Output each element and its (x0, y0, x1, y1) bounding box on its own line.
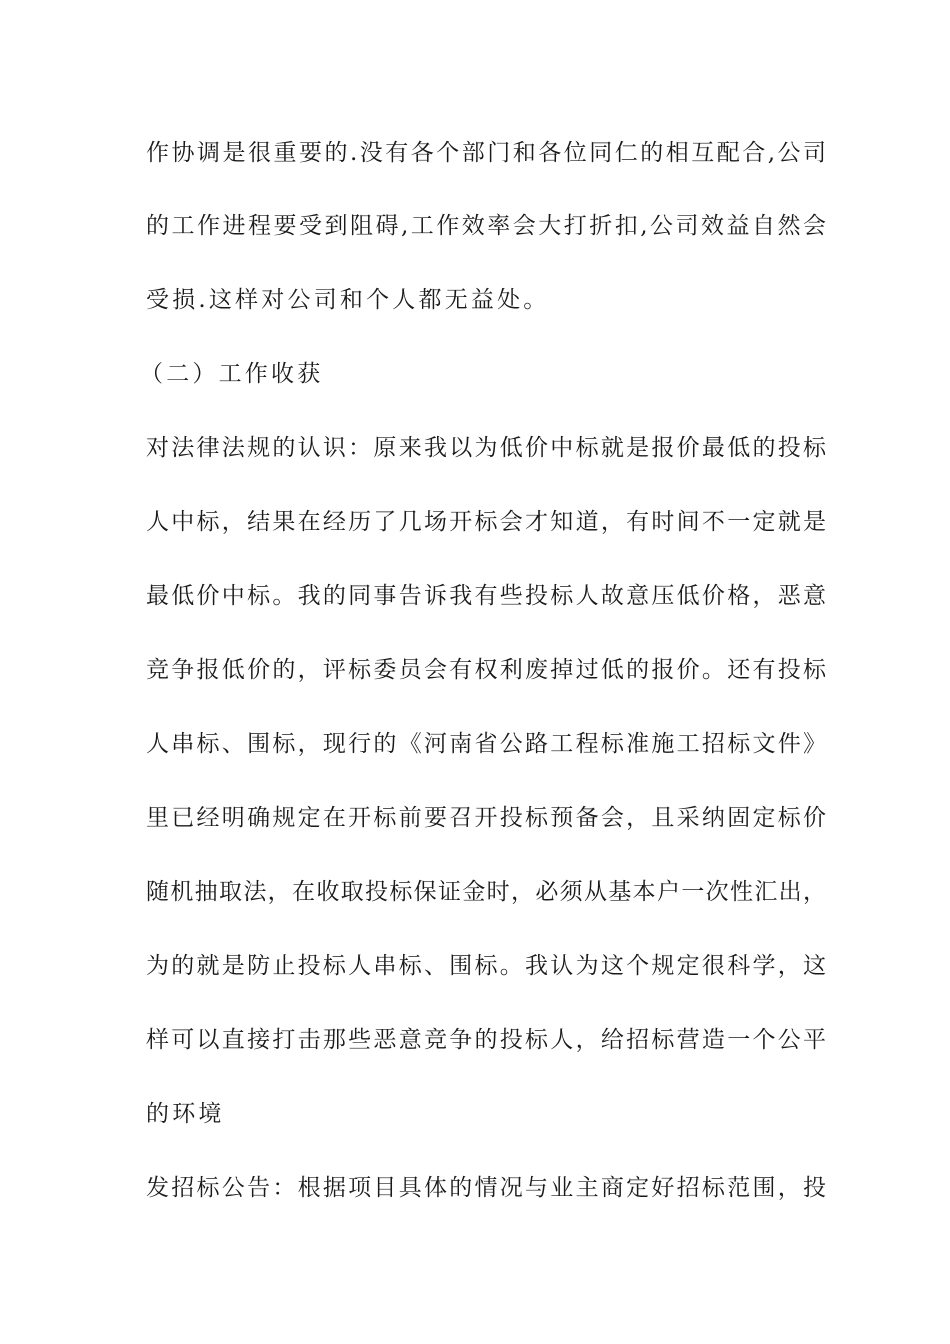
body-text-line-3: 受损.这样对公司和个人都无益处。 (146, 287, 550, 313)
body-text-line-1: 作协调是很重要的.没有各个部门和各位同仁的相互配合,公司 (146, 140, 826, 166)
body-text-line-6: 人中标，结果在经历了几场开标会才知道，有时间不一定就是 (146, 509, 826, 535)
body-text-line-5: 对法律法规的认识：原来我以为低价中标就是报价最低的投标 (146, 435, 826, 461)
body-text-line-10: 里已经明确规定在开标前要召开投标预备会，且采纳固定标价 (146, 805, 826, 831)
body-text-line-11: 随机抽取法，在收取投标保证金时，必须从基本户一次性汇出， (146, 879, 826, 905)
section-heading: （二）工作收获 (140, 361, 324, 387)
body-text-line-15: 发招标公告：根据项目具体的情况与业主商定好招标范围，投 (146, 1175, 826, 1201)
body-text-line-14: 的环境 (146, 1101, 225, 1127)
body-text-line-13: 样可以直接打击那些恶意竞争的投标人，给招标营造一个公平 (146, 1027, 826, 1053)
body-text-line-7: 最低价中标。我的同事告诉我有些投标人故意压低价格，恶意 (146, 583, 826, 609)
body-text-line-9: 人串标、围标，现行的《河南省公路工程标准施工招标文件》 (146, 731, 826, 757)
body-text-line-8: 竞争报低价的，评标委员会有权利废掉过低的报价。还有投标 (146, 657, 826, 683)
body-text-line-12: 为的就是防止投标人串标、围标。我认为这个规定很科学，这 (146, 953, 826, 979)
body-text-line-2: 的工作进程要受到阻碍,工作效率会大打折扣,公司效益自然会 (146, 213, 826, 239)
